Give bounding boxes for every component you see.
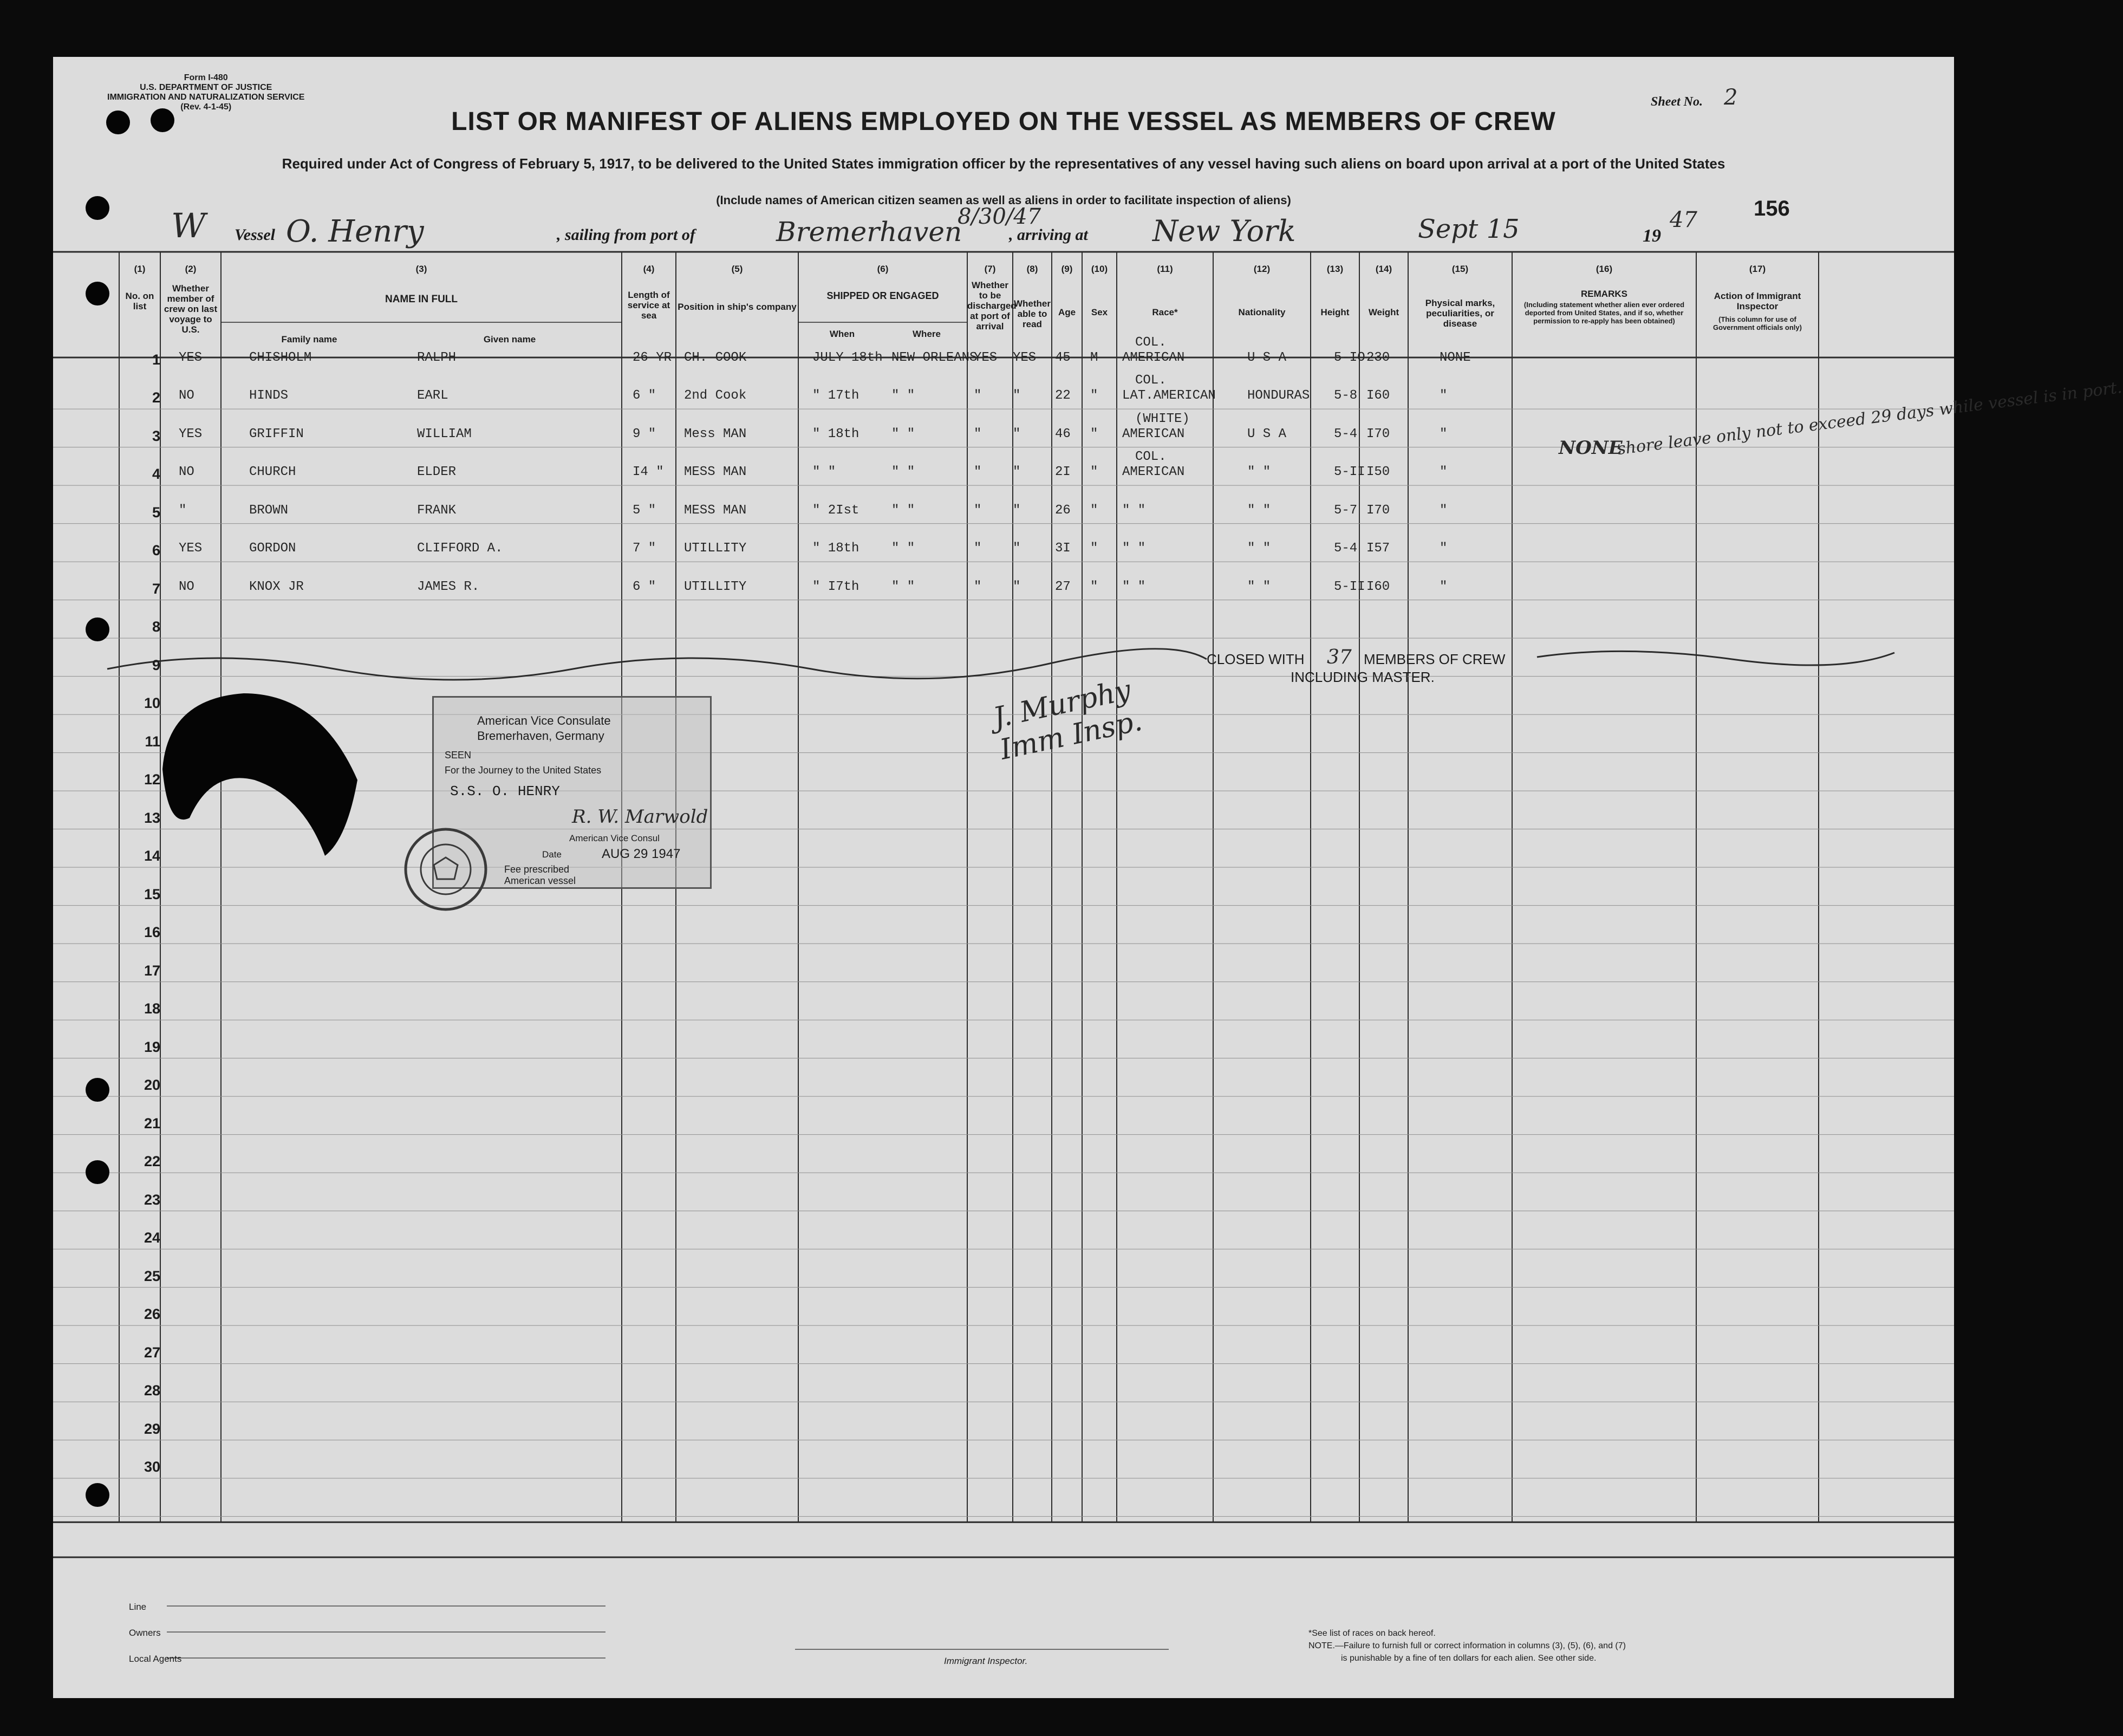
col-header-family: Family name — [281, 334, 337, 344]
crew-race: " " — [1122, 579, 1146, 594]
row-number: 20 — [144, 1077, 160, 1094]
stamp-line-5: S.S. O. HENRY — [450, 783, 560, 799]
crew-position: UTILLITY — [684, 579, 747, 594]
crew-service: 9 " — [633, 426, 656, 441]
crew-given: RALPH — [417, 350, 457, 365]
row-number: 19 — [144, 1038, 160, 1055]
col-header-read: Whether able to read — [1014, 298, 1051, 329]
crew-marks: " — [1440, 388, 1448, 404]
crew-height: 5-4 — [1334, 541, 1358, 556]
col-header-service: Length of service at sea — [627, 290, 670, 321]
footer-inspector-label: Immigrant Inspector. — [944, 1656, 1028, 1666]
crew-read: " — [1013, 541, 1021, 556]
crew-read: " — [1013, 426, 1021, 441]
col-num-12: (12) — [1253, 264, 1271, 274]
row-number: 2 — [152, 389, 160, 406]
stamp-line-9: AUG 29 1947 — [602, 847, 681, 861]
crew-where: " " — [891, 465, 915, 480]
crew-race-top: COL. — [1135, 450, 1167, 465]
crew-service: 6 " — [633, 388, 656, 404]
crew-race-top: (WHITE) — [1135, 411, 1190, 426]
sailing-date: 8/30/47 — [958, 204, 1041, 229]
row-number: 5 — [152, 504, 160, 521]
col-header-race: Race* — [1152, 307, 1178, 317]
crew-race-top: COL. — [1135, 335, 1167, 350]
sailing-label: , sailing from port of — [557, 226, 695, 244]
col-num-14: (14) — [1375, 264, 1392, 274]
row-number: 16 — [144, 924, 160, 941]
crew-marks: " — [1440, 465, 1448, 480]
crew-prev: NO — [179, 579, 194, 594]
row-number: 8 — [152, 619, 160, 635]
crew-nationality: " " — [1247, 541, 1271, 556]
crew-where: " " — [891, 426, 915, 441]
col-header-where: Where — [913, 329, 941, 339]
page-subnote: (Include names of American citizen seamen as well as aliens in order to facilitate inspection of aliens) — [716, 193, 1291, 207]
crew-height: 5-8 — [1334, 388, 1358, 404]
crew-prev: YES — [179, 426, 203, 441]
col-num-17: (17) — [1749, 264, 1766, 274]
crew-given: WILLIAM — [417, 426, 472, 441]
col-num-1: (1) — [134, 264, 146, 274]
crew-when: " I7th — [812, 579, 859, 594]
col-header-action-note: (This column for use of Government officials only) — [1713, 315, 1802, 331]
crew-marks: " — [1440, 541, 1448, 556]
row-number: 23 — [144, 1191, 160, 1208]
crew-nationality: " " — [1247, 503, 1271, 518]
col-header-name: NAME IN FULL — [385, 294, 458, 305]
stamp-line-7: American Vice Consul — [569, 833, 660, 843]
crew-race-top: COL. — [1135, 373, 1167, 388]
crew-read: " — [1013, 503, 1021, 518]
crew-weight: I70 — [1366, 426, 1390, 441]
crew-race: AMERICAN — [1122, 465, 1185, 480]
crew-when: JULY 18th — [812, 350, 883, 365]
col-header-shipped: SHIPPED OR ENGAGED — [826, 290, 939, 301]
arriving-label: , arriving at — [1009, 226, 1088, 244]
remarks-handwritten: shore leave only not to exceed 29 days while vessel is in port. — [1616, 378, 2123, 459]
crew-service: 5 " — [633, 503, 656, 518]
crew-age: 3I — [1055, 541, 1071, 556]
punch-hole — [86, 1160, 109, 1184]
crew-weight: I57 — [1366, 541, 1390, 556]
col-header-remarks: REMARKS — [1581, 289, 1627, 299]
crew-discharged: " — [974, 503, 982, 518]
col-header-remarks-note: (Including statement whether alien ever ordered deported from United States, and if so, whether permission to re-apply has been obtained) — [1523, 301, 1685, 325]
crew-nationality: " " — [1247, 579, 1271, 594]
crew-where: " " — [891, 541, 915, 556]
crew-when: " 18th — [812, 426, 859, 441]
col-header-sex: Sex — [1091, 307, 1108, 317]
crew-family: GORDON — [249, 541, 296, 556]
footer-line-label: Line — [129, 1602, 147, 1612]
closing-wave-line — [107, 649, 1894, 680]
col-num-10: (10) — [1091, 264, 1108, 274]
closing-count: 37 — [1327, 646, 1352, 668]
punch-hole — [86, 282, 109, 305]
crew-discharged: YES — [974, 350, 998, 365]
department: U.S. DEPARTMENT OF JUSTICE — [140, 83, 272, 92]
crew-prev: YES — [179, 541, 203, 556]
row-number: 6 — [152, 542, 160, 559]
row-number: 17 — [144, 962, 160, 979]
crew-marks: NONE — [1440, 350, 1471, 365]
crew-age: 2I — [1055, 465, 1071, 480]
crew-discharged: " — [974, 388, 982, 404]
punch-hole — [151, 108, 174, 132]
vessel-name: O. Henry — [286, 214, 424, 249]
col-header-position: Position in ship's company — [678, 302, 797, 312]
col-num-5: (5) — [731, 264, 743, 274]
row-number: 24 — [144, 1230, 160, 1246]
col-num-11: (11) — [1157, 264, 1173, 274]
footer-agents-label: Local Agents — [129, 1654, 182, 1664]
page-title: LIST OR MANIFEST OF ALIENS EMPLOYED ON THE VESSEL AS MEMBERS OF CREW — [451, 107, 1556, 136]
col-num-16: (16) — [1595, 264, 1613, 274]
crew-position: 2nd Cook — [684, 388, 747, 404]
crew-given: ELDER — [417, 465, 457, 480]
crew-nationality: " " — [1247, 465, 1271, 480]
crew-prev: YES — [179, 350, 203, 365]
crew-given: EARL — [417, 388, 448, 404]
crew-family: BROWN — [249, 503, 289, 518]
corner-mark: W — [171, 206, 206, 245]
crew-nationality: HONDURAS — [1247, 388, 1310, 404]
arriving-port: New York — [1152, 214, 1296, 248]
row-number: 12 — [144, 771, 160, 788]
col-header-when: When — [829, 329, 855, 339]
col-header-height: Height — [1320, 307, 1350, 317]
crew-family: CHURCH — [249, 465, 296, 480]
crew-age: 45 — [1055, 350, 1071, 365]
stamp-line-1: American Vice Consulate — [477, 714, 611, 727]
closing-including: INCLUDING MASTER. — [1291, 669, 1435, 685]
crew-service: 26 YR — [633, 350, 672, 365]
punch-hole — [86, 196, 109, 220]
crew-service: I4 " — [633, 465, 664, 480]
row-number: 28 — [144, 1382, 160, 1399]
crew-age: 27 — [1055, 579, 1071, 594]
crew-height: 5-4 — [1334, 426, 1358, 441]
stamp-line-3: SEEN — [445, 750, 472, 760]
crew-sex: " — [1090, 388, 1098, 404]
crew-position: Mess MAN — [684, 426, 747, 441]
service: IMMIGRATION AND NATURALIZATION SERVICE — [107, 93, 305, 102]
row-number: 14 — [144, 848, 160, 864]
crew-discharged: " — [974, 426, 982, 441]
crew-when: " 17th — [812, 388, 859, 404]
crew-where: " " — [891, 503, 915, 518]
crew-nationality: U S A — [1247, 426, 1287, 441]
col-header-action: Action of Immigrant Inspector — [1714, 291, 1801, 311]
form-number: Form I-480 — [184, 73, 228, 82]
revision: (Rev. 4-1-45) — [180, 102, 232, 112]
col-num-4: (4) — [643, 264, 655, 274]
year-prefix: 19 — [1643, 226, 1661, 246]
crew-read: YES — [1013, 350, 1037, 365]
crew-sex: " — [1090, 465, 1098, 480]
row-number: 27 — [144, 1344, 160, 1361]
crew-family: KNOX JR — [249, 579, 304, 594]
punch-hole — [106, 110, 130, 134]
crew-race: AMERICAN — [1122, 426, 1185, 441]
row-number: 4 — [152, 466, 160, 483]
inspector-signature: J. Murphy Imm Insp. — [990, 673, 1145, 766]
col-num-8: (8) — [1026, 264, 1038, 274]
crew-height: 5-IO — [1334, 350, 1365, 365]
remarks-none: NONE — [1559, 437, 1623, 459]
row-number: 7 — [152, 580, 160, 597]
crew-race: AMERICAN — [1122, 350, 1185, 365]
crew-weight: I60 — [1366, 579, 1390, 594]
col-header-marks: Physical marks, peculiarities, or disease — [1425, 298, 1495, 329]
row-number: 9 — [152, 656, 160, 673]
crew-when: " " — [812, 465, 836, 480]
footer-owners-label: Owners — [129, 1628, 161, 1638]
col-num-7: (7) — [984, 264, 996, 274]
crew-race: " " — [1122, 503, 1146, 518]
crew-family: HINDS — [249, 388, 289, 404]
crew-weight: I50 — [1366, 465, 1390, 480]
stamp-line-11: American vessel — [504, 875, 576, 886]
row-number: 25 — [144, 1267, 160, 1284]
row-number: 21 — [144, 1115, 160, 1132]
crew-where: " " — [891, 579, 915, 594]
col-header-previous: Whether member of crew on last voyage to U.S. — [164, 283, 218, 335]
crew-read: " — [1013, 465, 1021, 480]
crew-race: LAT.AMERICAN — [1122, 388, 1216, 404]
row-number: 15 — [144, 886, 160, 902]
row-number: 30 — [144, 1459, 160, 1475]
crew-marks: " — [1440, 503, 1448, 518]
crew-height: 5-7 — [1334, 503, 1358, 518]
manifest-sheet — [53, 57, 2123, 1698]
crew-given: FRANK — [417, 503, 457, 518]
crew-sex: " — [1090, 503, 1098, 518]
col-header-weight: Weight — [1368, 307, 1399, 317]
row-number: 3 — [152, 427, 160, 444]
crew-service: 6 " — [633, 579, 656, 594]
sheet-label: Sheet No. — [1651, 95, 1703, 109]
vessel-label: Vessel — [235, 226, 275, 244]
col-num-6: (6) — [877, 264, 889, 274]
col-header-age: Age — [1058, 307, 1076, 317]
crew-family: GRIFFIN — [249, 426, 304, 441]
stamp-line-2: Bremerhaven, Germany — [477, 729, 604, 743]
footer-note-2: NOTE.—Failure to furnish full or correct information in columns (3), (5), (6), and (7) — [1308, 1641, 1626, 1650]
crew-position: CH. COOK — [684, 350, 747, 365]
crew-height: 5-II — [1334, 579, 1365, 594]
crew-age: 22 — [1055, 388, 1071, 404]
punch-hole — [86, 1483, 109, 1507]
col-header-given: Given name — [483, 334, 536, 344]
crew-position: UTILLITY — [684, 541, 747, 556]
col-num-9: (9) — [1061, 264, 1073, 274]
crew-marks: " — [1440, 579, 1448, 594]
crew-height: 5-II — [1334, 465, 1365, 480]
crew-nationality: U S A — [1247, 350, 1287, 365]
crew-weight: I60 — [1366, 388, 1390, 404]
closing-label: CLOSED WITH — [1207, 651, 1305, 667]
page-subtitle: Required under Act of Congress of February 5, 1917, to be delivered to the United States immigration officer by the representatives of any vessel having such aliens on board upon arrival at a port of the United States — [282, 155, 1725, 172]
col-header-no: No. on list — [125, 291, 154, 311]
crew-read: " — [1013, 388, 1021, 404]
crew-sex: " — [1090, 426, 1098, 441]
stamp-line-8: Date — [542, 849, 562, 860]
row-number: 10 — [144, 695, 160, 712]
footer-note-1: *See list of races on back hereof. — [1308, 1629, 1436, 1638]
col-header-discharged: Whether to be discharged at port of arrival — [967, 280, 1017, 331]
crew-position: MESS MAN — [684, 465, 747, 480]
crew-discharged: " — [974, 465, 982, 480]
crew-race: " " — [1122, 541, 1146, 556]
col-header-nationality: Nationality — [1238, 307, 1286, 317]
sheet-number: 2 — [1724, 85, 1738, 110]
row-number: 29 — [144, 1420, 160, 1437]
crew-weight: 230 — [1366, 350, 1390, 365]
crew-read: " — [1013, 579, 1021, 594]
stamp-line-6: R. W. Marwold — [572, 806, 708, 828]
row-number: 11 — [145, 733, 160, 750]
row-number: 26 — [144, 1306, 160, 1323]
row-number: 1 — [152, 351, 160, 368]
col-num-2: (2) — [185, 264, 197, 274]
crew-prev: NO — [179, 388, 194, 404]
crew-given: JAMES R. — [417, 579, 480, 594]
crew-age: 26 — [1055, 503, 1071, 518]
sailing-port: Bremerhaven — [776, 216, 962, 248]
closing-members: MEMBERS OF CREW — [1364, 651, 1506, 667]
crew-age: 46 — [1055, 426, 1071, 441]
crew-where: " " — [891, 388, 915, 404]
crew-when: " 2Ist — [812, 503, 859, 518]
row-number: 18 — [144, 1000, 160, 1017]
crew-prev: NO — [179, 465, 194, 480]
col-num-3: (3) — [415, 264, 427, 274]
crew-when: " 18th — [812, 541, 859, 556]
year-suffix: 47 — [1670, 207, 1697, 232]
crew-sex: " — [1090, 579, 1098, 594]
page-number: 156 — [1754, 197, 1790, 220]
stamp-line-4: For the Journey to the United States — [445, 765, 602, 776]
crew-discharged: " — [974, 541, 982, 556]
col-num-15: (15) — [1451, 264, 1469, 274]
crew-weight: I70 — [1366, 503, 1390, 518]
crew-family: CHISHOLM — [249, 350, 312, 365]
crew-sex: M — [1090, 350, 1098, 365]
crew-position: MESS MAN — [684, 503, 747, 518]
row-number: 13 — [144, 809, 160, 826]
crew-discharged: " — [974, 579, 982, 594]
punch-hole — [86, 1078, 109, 1102]
crew-sex: " — [1090, 541, 1098, 556]
col-num-13: (13) — [1326, 264, 1344, 274]
crew-marks: " — [1440, 426, 1448, 441]
ink-blot — [146, 677, 374, 867]
arrival-date: Sept 15 — [1418, 214, 1520, 244]
crew-given: CLIFFORD A. — [417, 541, 503, 556]
stamp-line-10: Fee prescribed — [504, 864, 570, 875]
row-number: 22 — [144, 1153, 160, 1170]
crew-where: NEW ORLEANS — [891, 350, 978, 365]
crew-prev: " — [179, 503, 187, 518]
footer-note-3: is punishable by a fine of ten dollars for each alien. See other side. — [1341, 1654, 1597, 1663]
crew-service: 7 " — [633, 541, 656, 556]
consulate-seal-icon — [402, 826, 489, 913]
punch-hole — [86, 617, 109, 641]
